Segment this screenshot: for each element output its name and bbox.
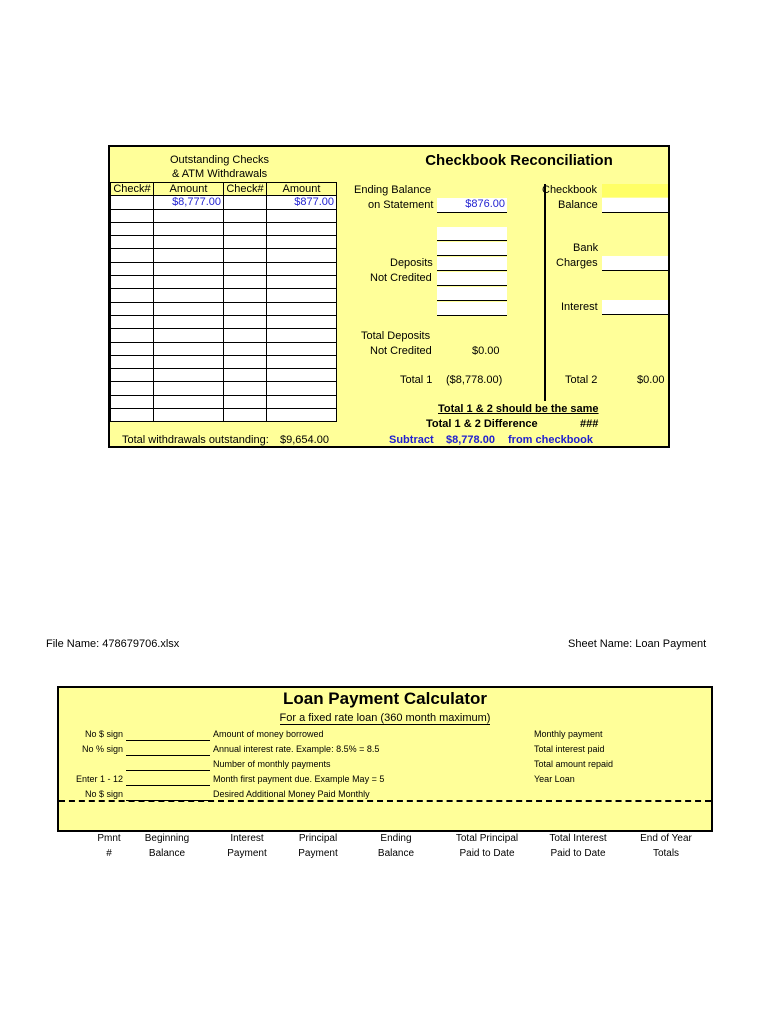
- total-deposits-label: Total Deposits: [361, 330, 431, 342]
- checkbook-title: Checkbook Reconciliation: [425, 152, 613, 169]
- amount-cell[interactable]: [154, 355, 224, 368]
- column-header-line: Pmnt: [97, 833, 121, 844]
- column-header-total-interest: [536, 831, 620, 861]
- column-header-principal-payment: [283, 831, 353, 861]
- amount-cell[interactable]: [154, 369, 224, 382]
- check-number-cell[interactable]: [224, 262, 267, 275]
- amount-cell[interactable]: $877.00: [267, 196, 337, 209]
- input-label: Number of monthly payments: [213, 759, 331, 769]
- amount-cell[interactable]: [267, 209, 337, 222]
- check-number-cell[interactable]: [111, 262, 154, 275]
- loan-subtitle: [59, 712, 711, 724]
- outstanding-header-2: & ATM Withdrawals: [172, 168, 268, 180]
- column-header-end-of-year: [630, 831, 702, 861]
- amount-cell[interactable]: [267, 329, 337, 342]
- monthly-payments-input[interactable]: [126, 759, 210, 771]
- amount-cell[interactable]: [154, 315, 224, 328]
- table-row: [111, 222, 337, 235]
- check-number-cell[interactable]: [224, 236, 267, 249]
- table-row: [111, 209, 337, 222]
- amount-cell[interactable]: [154, 289, 224, 302]
- amount-cell[interactable]: [267, 315, 337, 328]
- difference-label: Total 1 & 2 Difference: [426, 418, 538, 430]
- column-header-line: Payment: [227, 848, 267, 859]
- deposits-label-2: Not Credited: [370, 272, 432, 284]
- input-label: Amount of money borrowed: [213, 729, 324, 739]
- table-row: [111, 355, 337, 368]
- input-label: Annual interest rate. Example: 8.5% = 8.5: [213, 744, 380, 754]
- column-header-total-principal: [444, 831, 530, 861]
- file-name: 478679706.xlsx: [102, 638, 180, 650]
- column-header-line: Paid to Date: [550, 848, 606, 859]
- interest-rate-input[interactable]: [126, 744, 210, 756]
- total-withdrawals-value: $9,654.00: [280, 434, 329, 446]
- table-header-row: [111, 183, 337, 196]
- amount-cell[interactable]: [154, 209, 224, 222]
- amount-cell[interactable]: [154, 262, 224, 275]
- result-label: Year Loan: [534, 774, 575, 784]
- check-number-cell[interactable]: [111, 196, 154, 209]
- column-header-ending-balance: [361, 831, 431, 861]
- column-header-line: Balance: [148, 848, 186, 859]
- loan-subtitle-text: For a fixed rate loan (360 month maximum): [279, 712, 491, 724]
- dashed-separator: [59, 800, 711, 802]
- column-header-line: Paid to Date: [459, 848, 515, 859]
- bank-charges-label-2: Charges: [556, 257, 598, 269]
- check-number-cell[interactable]: [111, 236, 154, 249]
- checkbook-band: [546, 184, 668, 401]
- check-number-cell[interactable]: [224, 249, 267, 262]
- table-row: [111, 315, 337, 328]
- deposit-input[interactable]: [437, 227, 507, 241]
- amount-cell[interactable]: [267, 236, 337, 249]
- table-row: [111, 236, 337, 249]
- same-note: Total 1 & 2 should be the same: [438, 403, 599, 415]
- ending-balance-label: Ending Balance: [354, 184, 432, 196]
- check-number-cell[interactable]: [111, 209, 154, 222]
- column-header-line: Ending: [380, 833, 412, 844]
- subtract-value: $8,778.00: [446, 434, 495, 446]
- amount-cell[interactable]: [154, 249, 224, 262]
- table-row: [111, 409, 337, 422]
- check-number-cell[interactable]: [111, 395, 154, 408]
- deposit-input[interactable]: [437, 257, 507, 271]
- total-withdrawals-label: Total withdrawals outstanding:: [122, 434, 269, 446]
- amount-cell[interactable]: [267, 342, 337, 355]
- column-header-line: Balance: [377, 848, 415, 859]
- first-payment-month-input[interactable]: [126, 774, 210, 786]
- interest-label: Interest: [561, 301, 598, 313]
- check-number-cell[interactable]: [111, 249, 154, 262]
- check-number-cell[interactable]: [224, 369, 267, 382]
- table-row: [111, 382, 337, 395]
- bank-charges-label: Bank: [573, 242, 599, 254]
- sheet-name: Loan Payment: [635, 638, 707, 650]
- check-number-cell[interactable]: [111, 315, 154, 328]
- input-label: Month first payment due. Example May = 5: [213, 774, 385, 784]
- amount-cell[interactable]: [267, 355, 337, 368]
- check-number-cell[interactable]: [111, 276, 154, 289]
- check-number-cell[interactable]: [224, 342, 267, 355]
- column-header-line: Beginning: [144, 833, 190, 844]
- table-row: [111, 276, 337, 289]
- outstanding-header-1: Outstanding Checks: [170, 154, 270, 166]
- input-hint: No % sign: [81, 744, 123, 754]
- interest-input[interactable]: [602, 300, 668, 315]
- amount-cell[interactable]: [267, 395, 337, 408]
- amount-cell[interactable]: [154, 395, 224, 408]
- amount-cell[interactable]: [267, 289, 337, 302]
- column-header: Check#: [111, 183, 154, 196]
- column-divider: [544, 184, 546, 401]
- loan-title: Loan Payment Calculator: [282, 689, 488, 708]
- column-header-line: #: [106, 848, 112, 859]
- check-number-cell[interactable]: [224, 329, 267, 342]
- checkbook-balance-label-2: Balance: [558, 199, 598, 211]
- check-number-cell[interactable]: [224, 382, 267, 395]
- outstanding-checks-table: [110, 182, 337, 422]
- file-name-line: [46, 638, 179, 650]
- deposit-input[interactable]: [437, 302, 507, 316]
- column-header-interest-payment: [212, 831, 282, 861]
- column-header-line: End of Year: [640, 833, 692, 844]
- check-number-cell[interactable]: [224, 276, 267, 289]
- column-header-line: Interest: [230, 833, 264, 844]
- check-number-cell[interactable]: [111, 302, 154, 315]
- sheet-name-line: [568, 638, 706, 650]
- deposit-input[interactable]: [437, 242, 507, 256]
- deposit-input[interactable]: [437, 287, 507, 301]
- checkbook-reconciliation-panel: [108, 145, 670, 448]
- column-header-line: Total Interest: [549, 833, 607, 844]
- table-row: [111, 302, 337, 315]
- amount-cell[interactable]: [267, 276, 337, 289]
- input-hint: No $ sign: [84, 729, 123, 739]
- result-label: Total interest paid: [534, 744, 605, 754]
- check-number-cell[interactable]: [224, 355, 267, 368]
- amount-cell[interactable]: [267, 409, 337, 422]
- check-number-cell[interactable]: [224, 395, 267, 408]
- amount-cell[interactable]: [267, 262, 337, 275]
- check-number-cell[interactable]: [224, 209, 267, 222]
- checkbook-balance-input[interactable]: [602, 198, 668, 213]
- total1-label: Total 1: [400, 374, 433, 386]
- check-number-cell[interactable]: [111, 409, 154, 422]
- amount-cell[interactable]: [154, 302, 224, 315]
- check-number-cell[interactable]: [111, 369, 154, 382]
- check-number-cell[interactable]: [111, 355, 154, 368]
- deposits-label: Deposits: [390, 257, 433, 269]
- amount-cell[interactable]: [154, 236, 224, 249]
- loan-payment-panel: [57, 686, 713, 832]
- input-hint: No $ sign: [84, 789, 123, 799]
- table-row: [111, 289, 337, 302]
- table-row: [111, 342, 337, 355]
- check-number-cell[interactable]: [111, 342, 154, 355]
- column-header-payment-number: [82, 831, 136, 861]
- column-header: Amount: [267, 183, 337, 196]
- check-number-cell[interactable]: [224, 196, 267, 209]
- deposit-input[interactable]: [437, 272, 507, 286]
- amount-cell[interactable]: [154, 409, 224, 422]
- table-row: [111, 196, 337, 209]
- check-number-cell[interactable]: [224, 302, 267, 315]
- amount-cell[interactable]: $8,777.00: [154, 196, 224, 209]
- check-number-cell[interactable]: [111, 289, 154, 302]
- total2-label: Total 2: [565, 374, 598, 386]
- result-label: Total amount repaid: [534, 759, 614, 769]
- amount-cell[interactable]: [267, 222, 337, 235]
- check-number-cell[interactable]: [224, 315, 267, 328]
- total-deposits-value: $0.00: [472, 345, 500, 357]
- amount-cell[interactable]: [154, 276, 224, 289]
- check-number-cell[interactable]: [111, 382, 154, 395]
- total2-value: $0.00: [637, 374, 665, 386]
- table-row: [111, 249, 337, 262]
- file-name-label: File Name:: [46, 638, 100, 650]
- amount-borrowed-input[interactable]: [126, 729, 210, 741]
- amount-cell[interactable]: [154, 342, 224, 355]
- amount-cell[interactable]: [267, 249, 337, 262]
- check-number-cell[interactable]: [111, 329, 154, 342]
- amount-cell[interactable]: [267, 302, 337, 315]
- total1-value: ($8,778.00): [446, 374, 503, 386]
- amount-cell[interactable]: [154, 329, 224, 342]
- check-number-cell[interactable]: [224, 222, 267, 235]
- table-row: [111, 369, 337, 382]
- subtract-suffix: from checkbook: [508, 434, 593, 446]
- column-header: Check#: [224, 183, 267, 196]
- table-row: [111, 395, 337, 408]
- check-number-cell[interactable]: [224, 289, 267, 302]
- table-row: [111, 329, 337, 342]
- check-number-cell[interactable]: [224, 409, 267, 422]
- column-header-line: Principal: [298, 833, 338, 844]
- checkbook-balance-label: Checkbook: [542, 184, 598, 196]
- amount-cell[interactable]: [154, 382, 224, 395]
- ending-balance-input[interactable]: $876.00: [437, 198, 507, 213]
- amount-cell[interactable]: [267, 382, 337, 395]
- column-header-line: Totals: [652, 848, 680, 859]
- column-header-line: Payment: [298, 848, 338, 859]
- total-deposits-label-2: Not Credited: [370, 345, 432, 357]
- column-header-beginning-balance: [132, 831, 202, 861]
- table-row: [111, 262, 337, 275]
- sheet-name-label: Sheet Name:: [568, 638, 633, 650]
- result-label: Monthly payment: [534, 729, 603, 739]
- input-label: Desired Additional Money Paid Monthly: [213, 789, 370, 799]
- bank-charges-input[interactable]: [602, 256, 668, 271]
- column-header-line: Total Principal: [455, 833, 519, 844]
- check-number-cell[interactable]: [111, 222, 154, 235]
- column-header: Amount: [154, 183, 224, 196]
- amount-cell[interactable]: [154, 222, 224, 235]
- input-hint: Enter 1 - 12: [75, 774, 123, 784]
- checkbook-balance-header-cell: [602, 184, 668, 197]
- amount-cell[interactable]: [267, 369, 337, 382]
- subtract-label: Subtract: [389, 434, 434, 446]
- difference-value: ###: [580, 418, 599, 430]
- ending-balance-label-2: on Statement: [368, 199, 434, 211]
